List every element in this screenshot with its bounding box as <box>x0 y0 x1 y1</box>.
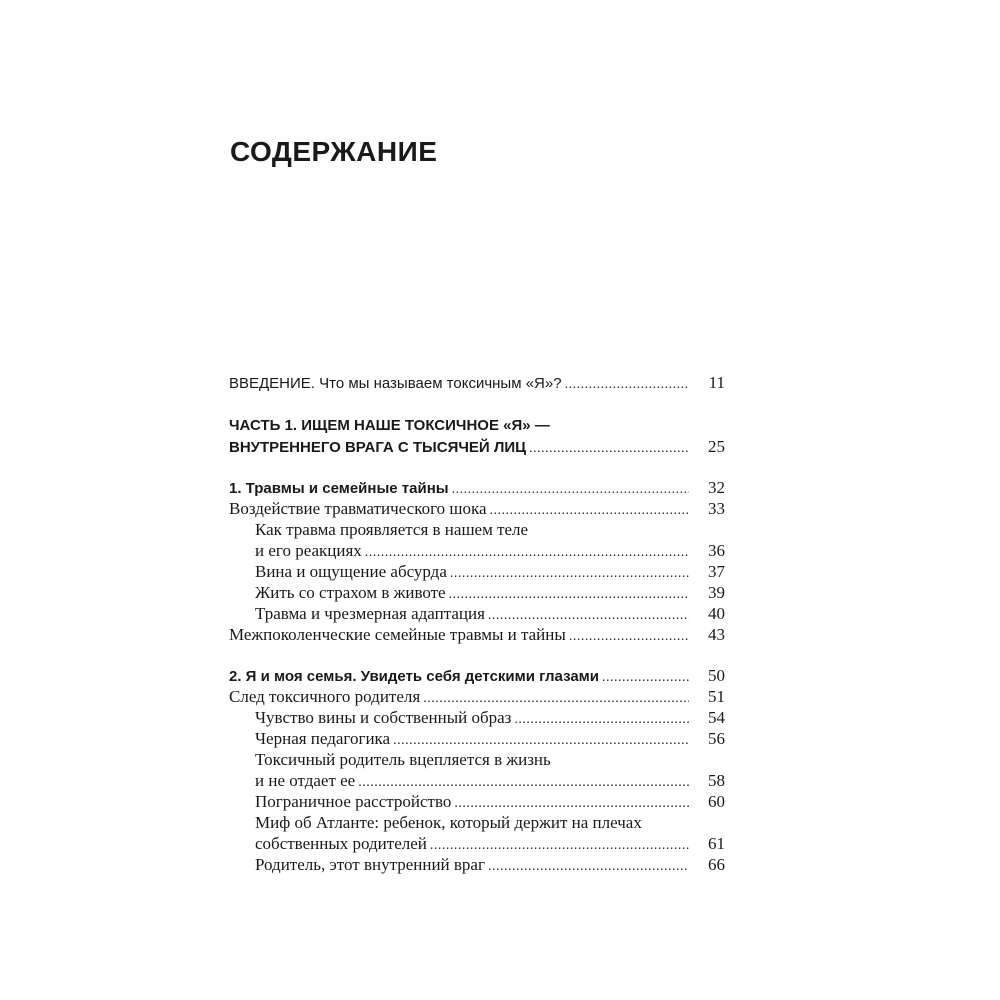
dot-leader <box>488 856 689 877</box>
toc-entry-title: ВНУТРЕННЕГО ВРАГА С ТЫСЯЧЕЙ ЛИЦ <box>229 439 527 456</box>
toc-entry-title: и не отдает ее <box>255 771 356 790</box>
toc-entry-title: Пограничное расстройство <box>255 792 452 811</box>
dot-leader <box>514 709 689 730</box>
toc-entry <box>229 540 725 561</box>
toc-entry-title: 2. Я и моя семья. Увидеть себя детскими глазами <box>229 668 599 685</box>
toc-entry-title: Вина и ощущение абсурда <box>255 562 447 581</box>
toc-entry <box>229 686 725 707</box>
toc-entry-title: След токсичного родителя <box>229 687 421 706</box>
toc-entry-title: Травма и чрезмерная адаптация <box>255 604 485 623</box>
toc-entry-title: 1. Травмы и семейные тайны <box>229 480 449 497</box>
toc-entry-title-line-1: Миф об Атланте: ребенок, который держит на плечах <box>255 813 642 832</box>
toc-entry-chapter-1 <box>229 477 725 498</box>
dot-leader <box>490 500 689 521</box>
dot-leader <box>602 667 689 688</box>
toc-entry-title: ВВЕДЕНИЕ. Что мы называем токсичным «Я»? <box>229 375 562 392</box>
dot-leader <box>430 835 689 856</box>
table-of-contents <box>229 372 725 875</box>
toc-entry-title: Черная педагогика <box>255 729 391 748</box>
toc-entry <box>229 624 725 645</box>
toc-part-1-title-line-1: ЧАСТЬ 1. ИЩЕМ НАШЕ ТОКСИЧНОЕ «Я» — <box>229 417 550 434</box>
toc-page-number: 66 <box>708 855 725 874</box>
dot-leader <box>393 730 689 751</box>
toc-entry-title: собственных родителей <box>255 834 427 853</box>
toc-entry-chapter-2 <box>229 665 725 686</box>
toc-entry-title-line-1: Как травма проявляется в нашем теле <box>255 520 529 539</box>
toc-page-number: 32 <box>708 478 725 497</box>
toc-entry-title: Жить со страхом в животе <box>255 583 446 602</box>
page-title: СОДЕРЖАНИЕ <box>230 136 438 167</box>
dot-leader <box>449 584 689 605</box>
toc-page-number: 61 <box>708 834 725 853</box>
dot-leader <box>454 793 689 814</box>
toc-entry-title: и его реакциях <box>255 541 362 560</box>
toc-entry <box>229 603 725 624</box>
toc-page-number: 54 <box>708 708 725 727</box>
toc-page-number: 60 <box>708 792 725 811</box>
toc-entry <box>229 770 725 791</box>
toc-page-number: 58 <box>708 771 725 790</box>
toc-page-number: 56 <box>708 729 725 748</box>
toc-entry <box>229 498 725 519</box>
toc-entry <box>229 561 725 582</box>
toc-page-number: 33 <box>708 499 725 518</box>
toc-page-number: 37 <box>708 562 725 581</box>
dot-leader <box>423 688 689 709</box>
toc-entry-part-1 <box>229 436 725 457</box>
toc-entry-introduction <box>229 372 725 393</box>
dot-leader <box>365 542 689 563</box>
toc-entry <box>229 791 725 812</box>
toc-page-number: 51 <box>708 687 725 706</box>
toc-page-number: 50 <box>708 666 725 685</box>
dot-leader <box>488 605 689 626</box>
toc-entry-title-line-1: Токсичный родитель вцепляется в жизнь <box>255 750 551 769</box>
toc-entry <box>229 582 725 603</box>
dot-leader <box>569 626 689 647</box>
dot-leader <box>529 438 689 459</box>
toc-entry <box>229 833 725 854</box>
toc-page-number: 36 <box>708 541 725 560</box>
dot-leader <box>452 479 689 500</box>
toc-page-number: 40 <box>708 604 725 623</box>
toc-entry <box>229 728 725 749</box>
toc-entry-title: Межпоколенческие семейные травмы и тайны <box>229 625 566 644</box>
toc-entry-title: Воздействие травматического шока <box>229 499 487 518</box>
toc-page-number: 39 <box>708 583 725 602</box>
toc-entry <box>229 707 725 728</box>
toc-page-number: 25 <box>708 437 725 456</box>
toc-entry-title: Чувство вины и собственный образ <box>255 708 512 727</box>
toc-page-number: 11 <box>708 373 725 392</box>
toc-page-number: 43 <box>708 625 725 644</box>
dot-leader <box>358 772 689 793</box>
dot-leader <box>450 563 689 584</box>
dot-leader <box>565 374 689 395</box>
toc-entry-title: Родитель, этот внутренний враг <box>255 855 485 874</box>
toc-entry <box>229 854 725 875</box>
